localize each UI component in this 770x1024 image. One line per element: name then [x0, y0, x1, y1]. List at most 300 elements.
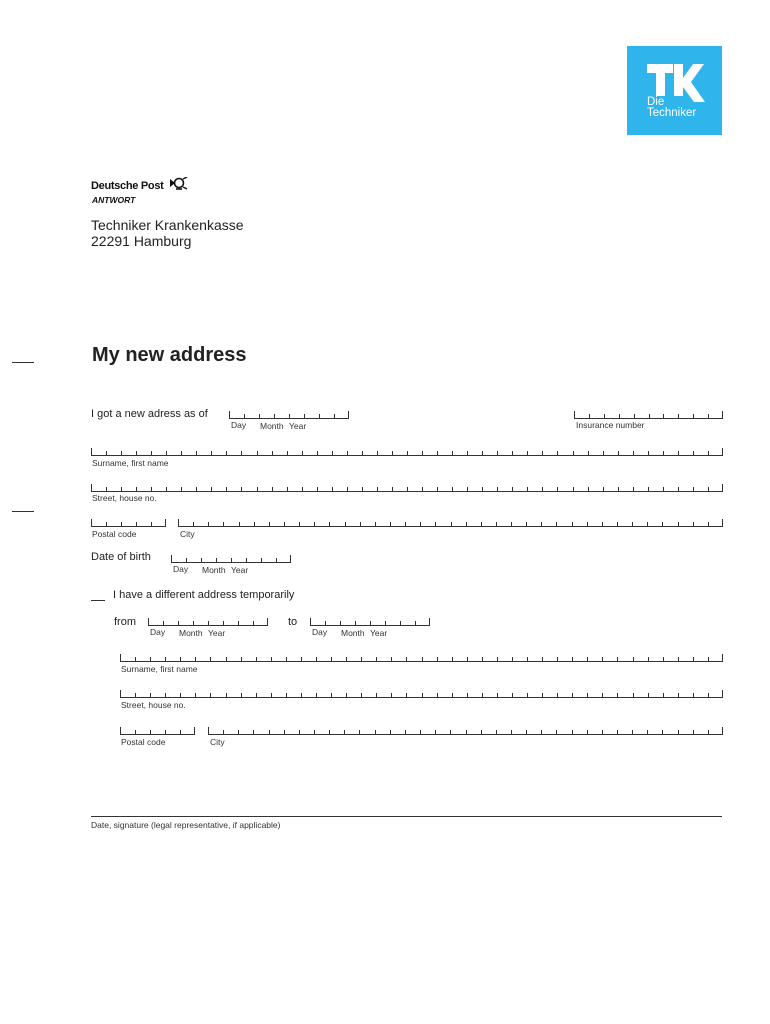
comb-tick	[557, 451, 558, 455]
comb-tick	[415, 621, 416, 625]
comb-tick	[216, 558, 217, 562]
comb-tick	[542, 657, 543, 661]
comb-tick	[604, 414, 605, 418]
city-label: City	[180, 529, 195, 539]
comb-tick	[166, 451, 167, 455]
surname-field[interactable]	[91, 448, 723, 456]
comb-tick	[663, 451, 664, 455]
comb-tick	[663, 487, 664, 491]
comb-tick	[181, 451, 182, 455]
comb-tick	[163, 621, 164, 625]
comb-tick	[193, 621, 194, 625]
comb-tick	[223, 730, 224, 734]
comb-tick	[557, 657, 558, 661]
from-label: from	[114, 616, 136, 628]
comb-tick	[452, 657, 453, 661]
comb-tick	[256, 693, 257, 697]
comb-tick	[253, 730, 254, 734]
comb-tick	[211, 487, 212, 491]
comb-tick	[360, 522, 361, 526]
comb-tick	[329, 730, 330, 734]
comb-tick	[299, 522, 300, 526]
comb-tick	[151, 451, 152, 455]
comb-tick	[467, 487, 468, 491]
comb-tick	[287, 487, 288, 491]
comb-tick	[208, 522, 209, 526]
comb-tick	[193, 522, 194, 526]
temp-address-checkbox[interactable]	[91, 600, 105, 601]
comb-tick	[542, 693, 543, 697]
comb-tick	[106, 487, 107, 491]
comb-tick	[359, 730, 360, 734]
comb-tick	[422, 451, 423, 455]
comb-tick	[466, 522, 467, 526]
comb-tick	[466, 730, 467, 734]
comb-tick	[435, 730, 436, 734]
comb-tick	[527, 487, 528, 491]
comb-tick	[482, 657, 483, 661]
comb-tick	[314, 522, 315, 526]
comb-tick	[617, 657, 618, 661]
comb-tick	[663, 657, 664, 661]
comb-tick	[587, 657, 588, 661]
comb-tick	[253, 621, 254, 625]
comb-tick	[678, 522, 679, 526]
comb-tick	[693, 414, 694, 418]
page-title: My new address	[92, 344, 247, 366]
comb-tick	[314, 730, 315, 734]
comb-tick	[497, 487, 498, 491]
logo-line-1: Die	[647, 96, 665, 108]
comb-tick	[587, 693, 588, 697]
insurance-number-label: Insurance number	[576, 420, 645, 430]
comb-tick	[617, 730, 618, 734]
comb-tick	[195, 693, 196, 697]
comb-tick	[633, 657, 634, 661]
street-label: Street, house no.	[92, 493, 157, 503]
comb-tick	[135, 730, 136, 734]
comb-tick	[588, 487, 589, 491]
recipient-city: 22291 Hamburg	[91, 233, 192, 249]
comb-tick	[361, 657, 362, 661]
comb-tick	[708, 730, 709, 734]
comb-tick	[617, 522, 618, 526]
tk-logo	[627, 46, 722, 135]
comb-tick	[557, 487, 558, 491]
comb-tick	[256, 657, 257, 661]
day-label: Day	[173, 564, 189, 574]
comb-tick	[196, 487, 197, 491]
comb-tick	[662, 522, 663, 526]
comb-tick	[304, 414, 305, 418]
comb-tick	[497, 693, 498, 697]
comb-tick	[375, 730, 376, 734]
comb-tick	[186, 558, 187, 562]
comb-tick	[241, 693, 242, 697]
comb-tick	[678, 693, 679, 697]
comb-tick	[420, 730, 421, 734]
comb-tick	[376, 693, 377, 697]
comb-tick	[619, 414, 620, 418]
comb-tick	[269, 730, 270, 734]
fold-mark	[12, 362, 34, 363]
comb-tick	[407, 451, 408, 455]
comb-tick	[261, 558, 262, 562]
from-date-field[interactable]	[148, 618, 268, 626]
dob-field[interactable]	[171, 555, 291, 563]
day-label: Day	[231, 420, 247, 430]
comb-tick	[648, 451, 649, 455]
comb-tick	[390, 522, 391, 526]
comb-tick	[422, 657, 423, 661]
comb-tick	[633, 451, 634, 455]
comb-tick	[400, 621, 401, 625]
comb-tick	[527, 693, 528, 697]
comb-tick	[181, 487, 182, 491]
comb-tick	[647, 730, 648, 734]
street-field[interactable]	[91, 484, 723, 492]
comb-tick	[319, 414, 320, 418]
comb-tick	[527, 657, 528, 661]
comb-tick	[632, 730, 633, 734]
comb-tick	[708, 487, 709, 491]
comb-tick	[238, 621, 239, 625]
comb-tick	[223, 522, 224, 526]
comb-tick	[106, 451, 107, 455]
comb-tick	[452, 451, 453, 455]
comb-tick	[708, 522, 709, 526]
comb-tick	[556, 730, 557, 734]
comb-tick	[284, 730, 285, 734]
comb-tick	[272, 487, 273, 491]
comb-tick	[377, 487, 378, 491]
comb-tick	[556, 522, 557, 526]
comb-tick	[603, 451, 604, 455]
temp-city-label: City	[210, 737, 225, 747]
comb-tick	[316, 657, 317, 661]
comb-tick	[325, 621, 326, 625]
comb-tick	[286, 693, 287, 697]
comb-tick	[451, 522, 452, 526]
temp-street-field[interactable]	[120, 690, 723, 698]
comb-tick	[195, 657, 196, 661]
comb-tick	[450, 730, 451, 734]
comb-tick	[435, 522, 436, 526]
comb-tick	[347, 487, 348, 491]
comb-tick	[678, 730, 679, 734]
comb-tick	[346, 657, 347, 661]
comb-tick	[512, 657, 513, 661]
comb-tick	[150, 693, 151, 697]
comb-tick	[437, 657, 438, 661]
temp-street-label: Street, house no.	[121, 700, 186, 710]
comb-tick	[208, 621, 209, 625]
comb-tick	[165, 730, 166, 734]
comb-tick	[663, 693, 664, 697]
temp-surname-field[interactable]	[120, 654, 723, 662]
comb-tick	[437, 693, 438, 697]
comb-tick	[299, 730, 300, 734]
comb-tick	[422, 487, 423, 491]
comb-tick	[150, 730, 151, 734]
insurance-number-field[interactable]	[574, 411, 723, 419]
comb-tick	[136, 487, 137, 491]
comb-tick	[618, 487, 619, 491]
comb-tick	[467, 451, 468, 455]
comb-tick	[121, 487, 122, 491]
comb-tick	[693, 522, 694, 526]
comb-tick	[526, 730, 527, 734]
comb-tick	[136, 522, 137, 526]
comb-tick	[135, 657, 136, 661]
comb-tick	[180, 730, 181, 734]
comb-tick	[512, 451, 513, 455]
comb-tick	[648, 487, 649, 491]
comb-tick	[316, 693, 317, 697]
comb-tick	[467, 657, 468, 661]
comb-tick	[602, 522, 603, 526]
comb-tick	[407, 487, 408, 491]
comb-tick	[481, 730, 482, 734]
comb-tick	[678, 414, 679, 418]
comb-tick	[437, 487, 438, 491]
comb-tick	[406, 693, 407, 697]
comb-tick	[286, 657, 287, 661]
comb-tick	[648, 657, 649, 661]
comb-tick	[317, 451, 318, 455]
logo-line-2: Techniker	[647, 107, 697, 119]
comb-tick	[632, 522, 633, 526]
comb-tick	[693, 451, 694, 455]
comb-tick	[662, 730, 663, 734]
comb-tick	[223, 621, 224, 625]
comb-tick	[385, 621, 386, 625]
comb-tick	[276, 558, 277, 562]
comb-tick	[201, 558, 202, 562]
year-label: Year	[370, 628, 388, 638]
comb-tick	[708, 451, 709, 455]
comb-tick	[527, 451, 528, 455]
postal-code-field[interactable]	[91, 519, 166, 527]
comb-tick	[391, 693, 392, 697]
comb-tick	[541, 730, 542, 734]
comb-tick	[678, 657, 679, 661]
comb-tick	[331, 657, 332, 661]
comb-tick	[301, 693, 302, 697]
day-label: Day	[150, 627, 166, 637]
temp-city-field[interactable]	[208, 727, 723, 735]
comb-tick	[178, 621, 179, 625]
comb-tick	[241, 487, 242, 491]
comb-tick	[511, 522, 512, 526]
antwort-label: ANTWORT	[92, 195, 136, 205]
comb-tick	[254, 522, 255, 526]
comb-tick	[603, 487, 604, 491]
comb-tick	[678, 451, 679, 455]
comb-tick	[121, 522, 122, 526]
year-label: Year	[289, 421, 307, 431]
comb-tick	[332, 487, 333, 491]
signature-label: Date, signature (legal representative, if applicable)	[91, 820, 281, 830]
month-label: Month	[260, 421, 284, 431]
comb-tick	[452, 693, 453, 697]
comb-tick	[269, 522, 270, 526]
comb-tick	[481, 522, 482, 526]
move-date-field[interactable]	[229, 411, 349, 419]
comb-tick	[497, 657, 498, 661]
comb-tick	[420, 522, 421, 526]
comb-tick	[482, 693, 483, 697]
year-label: Year	[231, 565, 249, 575]
comb-tick	[165, 693, 166, 697]
deutsche-post-logo	[91, 177, 188, 192]
comb-tick	[239, 522, 240, 526]
comb-tick	[392, 487, 393, 491]
comb-tick	[226, 693, 227, 697]
comb-tick	[405, 522, 406, 526]
temp-surname-label: Surname, first name	[121, 664, 198, 674]
comb-tick	[708, 693, 709, 697]
comb-tick	[151, 487, 152, 491]
comb-tick	[633, 693, 634, 697]
comb-tick	[289, 414, 290, 418]
comb-tick	[257, 451, 258, 455]
comb-tick	[573, 451, 574, 455]
deutsche-post-text: Deutsche Post	[91, 180, 164, 192]
comb-tick	[246, 558, 247, 562]
post-horn-icon	[168, 177, 188, 191]
comb-tick	[557, 693, 558, 697]
comb-tick	[587, 522, 588, 526]
city-field[interactable]	[178, 519, 723, 527]
comb-tick	[437, 451, 438, 455]
comb-tick	[377, 451, 378, 455]
to-label: to	[288, 616, 298, 628]
comb-tick	[180, 657, 181, 661]
month-label: Month	[341, 628, 365, 638]
comb-tick	[572, 693, 573, 697]
comb-tick	[526, 522, 527, 526]
comb-tick	[649, 414, 650, 418]
comb-tick	[244, 414, 245, 418]
comb-tick	[241, 451, 242, 455]
surname-label: Surname, first name	[92, 458, 169, 468]
comb-tick	[355, 621, 356, 625]
comb-tick	[302, 451, 303, 455]
comb-tick	[287, 451, 288, 455]
comb-tick	[541, 522, 542, 526]
comb-tick	[135, 693, 136, 697]
comb-tick	[317, 487, 318, 491]
comb-tick	[617, 693, 618, 697]
comb-tick	[271, 693, 272, 697]
day-label: Day	[312, 627, 328, 637]
comb-tick	[301, 657, 302, 661]
comb-tick	[211, 451, 212, 455]
comb-tick	[334, 414, 335, 418]
comb-tick	[210, 693, 211, 697]
comb-tick	[618, 451, 619, 455]
comb-tick	[166, 487, 167, 491]
comb-tick	[271, 657, 272, 661]
comb-tick	[231, 558, 232, 562]
postal-code-label: Postal code	[92, 529, 137, 539]
comb-tick	[573, 487, 574, 491]
comb-tick	[588, 451, 589, 455]
comb-tick	[406, 657, 407, 661]
comb-tick	[693, 657, 694, 661]
comb-tick	[136, 451, 137, 455]
signature-line[interactable]	[91, 816, 722, 817]
comb-tick	[106, 522, 107, 526]
temp-postal-code-label: Postal code	[121, 737, 166, 747]
comb-tick	[482, 451, 483, 455]
to-date-field[interactable]	[310, 618, 430, 626]
comb-tick	[708, 414, 709, 418]
comb-tick	[405, 730, 406, 734]
comb-tick	[511, 730, 512, 734]
comb-tick	[602, 730, 603, 734]
comb-tick	[376, 657, 377, 661]
comb-tick	[329, 522, 330, 526]
comb-tick	[238, 730, 239, 734]
comb-tick	[392, 451, 393, 455]
comb-tick	[180, 693, 181, 697]
comb-tick	[663, 414, 664, 418]
comb-tick	[226, 451, 227, 455]
comb-tick	[572, 657, 573, 661]
comb-tick	[226, 657, 227, 661]
fold-mark	[12, 511, 34, 512]
comb-tick	[332, 451, 333, 455]
comb-tick	[422, 693, 423, 697]
comb-tick	[634, 414, 635, 418]
comb-tick	[693, 730, 694, 734]
comb-tick	[391, 657, 392, 661]
comb-tick	[257, 487, 258, 491]
comb-tick	[602, 657, 603, 661]
temp-address-label: I have a different address temporarily	[113, 589, 295, 601]
comb-tick	[496, 522, 497, 526]
month-label: Month	[202, 565, 226, 575]
comb-tick	[196, 451, 197, 455]
temp-postal-code-field[interactable]	[120, 727, 195, 735]
comb-tick	[693, 487, 694, 491]
comb-tick	[587, 730, 588, 734]
new-address-label: I got a new adress as of	[91, 408, 208, 420]
comb-tick	[346, 693, 347, 697]
comb-tick	[151, 522, 152, 526]
comb-tick	[347, 451, 348, 455]
tk-logo-mark	[627, 46, 722, 135]
comb-tick	[121, 451, 122, 455]
comb-tick	[390, 730, 391, 734]
comb-tick	[678, 487, 679, 491]
dob-label: Date of birth	[91, 551, 151, 563]
comb-tick	[241, 657, 242, 661]
comb-tick	[708, 657, 709, 661]
comb-tick	[467, 693, 468, 697]
comb-tick	[602, 693, 603, 697]
comb-tick	[542, 487, 543, 491]
comb-tick	[226, 487, 227, 491]
comb-tick	[150, 657, 151, 661]
comb-tick	[370, 621, 371, 625]
comb-tick	[362, 487, 363, 491]
comb-tick	[647, 522, 648, 526]
comb-tick	[331, 693, 332, 697]
month-label: Month	[179, 628, 203, 638]
